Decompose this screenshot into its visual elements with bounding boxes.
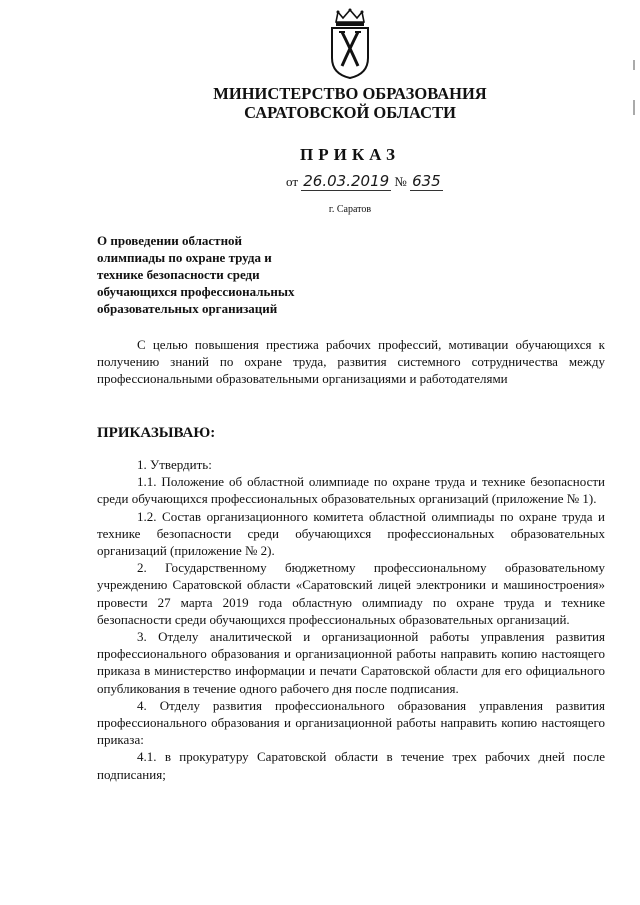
document-type: ПРИКАЗ [300, 145, 400, 164]
number-prefix: № [394, 174, 407, 189]
order-item: 1.2. Состав организационного комитета областной олимпиады по охране труда и технике безопасности среди обучающихся профессиональных образовательных организаций (приложение № 2). [97, 508, 605, 559]
date-number-line [286, 172, 443, 194]
order-item: 4. Отделу развития профессионального образования управления развития профессионального образования и организационной работы направить копию настоящего приказа: [97, 697, 605, 748]
city-label: г. Саратов [328, 204, 372, 215]
handwritten-date: 26.03.2019 [303, 172, 390, 190]
handwritten-number: 635 [412, 172, 441, 190]
subject-line: О проведении областной [97, 233, 243, 248]
order-item: 1. Утвердить: [137, 457, 212, 472]
order-subject [97, 232, 357, 317]
order-item: 2. Государственному бюджетному профессиональному образовательному учреждению Саратовской области «Саратовский лицей электроники и машиностроения» провести 27 марта 2019 года областную олимпиаду по охране труда и технике безопасности среди обучающихся профессиональных образовательных организаций. [97, 560, 605, 627]
coat-of-arms-icon [328, 8, 372, 80]
order-item: 4.1. в прокуратуру Саратовской области в течение трех рабочих дней после подписания; [97, 749, 605, 782]
preamble-paragraph: С целью повышения престижа рабочих профессий, мотивации обучающихся к получению знаний по охране труда, развития системного сотрудничества между профессиональными образовательными организациями и работодателями [97, 337, 605, 386]
subject-line: образовательных организаций [97, 301, 278, 316]
subject-line: олимпиады по охране труда и [97, 250, 272, 265]
date-prefix: от [286, 174, 299, 189]
order-item: 3. Отделу аналитической и организационной работы управления развития профессионального образования и организационной работы направить копию настоящего приказа в министерство информации и печати Саратовской области для его официального опубликования в течение одного рабочего дня после подписания. [97, 629, 605, 696]
subject-line: технике безопасности среди [97, 267, 260, 282]
ministry-title [0, 84, 640, 122]
subject-line: обучающихся профессиональных [97, 284, 295, 299]
order-heading: ПРИКАЗЫВАЮ: [97, 425, 216, 441]
order-item: 1.1. Положение об областной олимпиаде по охране труда и технике безопасности среди обучающихся профессиональных образовательных организаций (приложение № 1). [97, 474, 605, 507]
ministry-line-1: МИНИСТЕРСТВО ОБРАЗОВАНИЯ [213, 84, 487, 103]
preamble [97, 336, 605, 387]
ministry-line-2: САРАТОВСКОЙ ОБЛАСТИ [244, 103, 456, 122]
order-items [97, 456, 605, 783]
